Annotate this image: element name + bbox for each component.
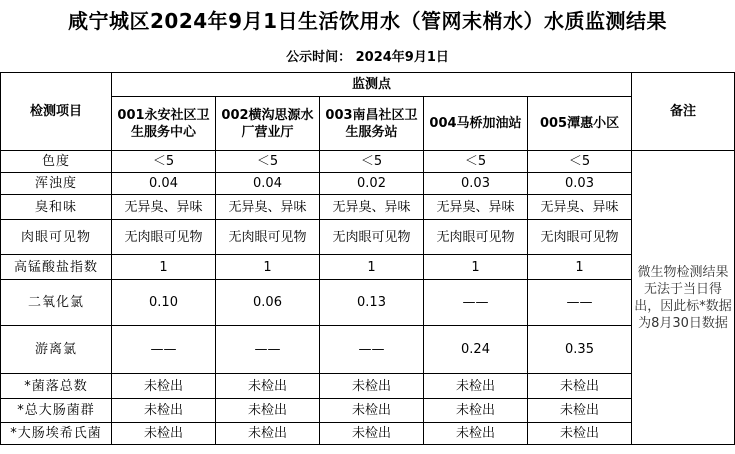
cell-value: 无异臭、异味 bbox=[216, 195, 320, 220]
table-row bbox=[1, 374, 735, 399]
cell-value: 未检出 bbox=[528, 423, 632, 445]
cell-value: 0.04 bbox=[112, 173, 216, 195]
cell-value: 1 bbox=[216, 255, 320, 280]
cell-value: 未检出 bbox=[320, 374, 424, 399]
cell-value: 无异臭、异味 bbox=[528, 195, 632, 220]
results-table bbox=[0, 72, 735, 445]
site-005: 005潭惠小区 bbox=[528, 97, 632, 151]
cell-value: 0.35 bbox=[528, 326, 632, 374]
row-label: 色度 bbox=[1, 151, 112, 173]
cell-value: 0.04 bbox=[216, 173, 320, 195]
cell-value: ＜5 bbox=[112, 151, 216, 173]
cell-value: ＜5 bbox=[528, 151, 632, 173]
table-row bbox=[1, 280, 735, 326]
cell-value: 0.24 bbox=[424, 326, 528, 374]
cell-value: 0.02 bbox=[320, 173, 424, 195]
cell-value: 0.03 bbox=[424, 173, 528, 195]
cell-value: 1 bbox=[320, 255, 424, 280]
cell-value: 0.10 bbox=[112, 280, 216, 326]
cell-value: 未检出 bbox=[112, 399, 216, 423]
cell-value: —— bbox=[424, 280, 528, 326]
cell-value: 未检出 bbox=[320, 399, 424, 423]
table-row bbox=[1, 195, 735, 220]
cell-value: ＜5 bbox=[216, 151, 320, 173]
report-title: 咸宁城区2024年9月1日生活饮用水（管网末梢水）水质监测结果 bbox=[68, 9, 667, 33]
cell-value: 1 bbox=[528, 255, 632, 280]
table-row bbox=[1, 399, 735, 423]
row-label: 肉眼可见物 bbox=[1, 220, 112, 255]
table-row bbox=[1, 423, 735, 445]
row-label: *总大肠菌群 bbox=[1, 399, 112, 423]
cell-value: —— bbox=[528, 280, 632, 326]
row-label: 游离氯 bbox=[1, 326, 112, 374]
row-label: *菌落总数 bbox=[1, 374, 112, 399]
remarks-note: 微生物检测结果无法于当日得出，因此标*数据为8月30日数据 bbox=[632, 151, 735, 445]
publish-time: 公示时间： 2024年9月1日 bbox=[286, 50, 449, 65]
row-label: 臭和味 bbox=[1, 195, 112, 220]
cell-value: 无肉眼可见物 bbox=[320, 220, 424, 255]
cell-value: 未检出 bbox=[424, 374, 528, 399]
header-remarks: 备注 bbox=[632, 73, 735, 151]
table-row bbox=[1, 326, 735, 374]
cell-value: —— bbox=[216, 326, 320, 374]
cell-value: 未检出 bbox=[112, 423, 216, 445]
header-item: 检测项目 bbox=[1, 73, 112, 151]
cell-value: 未检出 bbox=[216, 374, 320, 399]
cell-value: 未检出 bbox=[528, 374, 632, 399]
cell-value: ＜5 bbox=[424, 151, 528, 173]
row-label: 浑浊度 bbox=[1, 173, 112, 195]
cell-value: 未检出 bbox=[216, 423, 320, 445]
cell-value: 0.03 bbox=[528, 173, 632, 195]
row-label: 高锰酸盐指数 bbox=[1, 255, 112, 280]
cell-value: 1 bbox=[424, 255, 528, 280]
cell-value: 无肉眼可见物 bbox=[424, 220, 528, 255]
cell-value: 未检出 bbox=[320, 423, 424, 445]
row-label: *大肠埃希氏菌 bbox=[1, 423, 112, 445]
table-row bbox=[1, 173, 735, 195]
cell-value: 未检出 bbox=[216, 399, 320, 423]
table-row bbox=[1, 151, 735, 173]
cell-value: 1 bbox=[112, 255, 216, 280]
cell-value: 无异臭、异味 bbox=[112, 195, 216, 220]
cell-value: 无肉眼可见物 bbox=[112, 220, 216, 255]
cell-value: 无肉眼可见物 bbox=[528, 220, 632, 255]
site-004: 004马桥加油站 bbox=[424, 97, 528, 151]
cell-value: 未检出 bbox=[528, 399, 632, 423]
cell-value: ＜5 bbox=[320, 151, 424, 173]
site-003: 003南昌社区卫生服务站 bbox=[320, 97, 424, 151]
cell-value: 无异臭、异味 bbox=[320, 195, 424, 220]
row-label: 二氧化氯 bbox=[1, 280, 112, 326]
cell-value: 无肉眼可见物 bbox=[216, 220, 320, 255]
cell-value: 未检出 bbox=[424, 399, 528, 423]
cell-value: 0.13 bbox=[320, 280, 424, 326]
cell-value: —— bbox=[112, 326, 216, 374]
header-sites-group: 监测点 bbox=[112, 73, 632, 97]
cell-value: 未检出 bbox=[424, 423, 528, 445]
cell-value: 未检出 bbox=[112, 374, 216, 399]
site-001: 001永安社区卫生服务中心 bbox=[112, 97, 216, 151]
header-row-1 bbox=[1, 73, 735, 97]
cell-value: —— bbox=[320, 326, 424, 374]
header-row-2 bbox=[1, 97, 735, 151]
cell-value: 0.06 bbox=[216, 280, 320, 326]
table-row bbox=[1, 220, 735, 255]
cell-value: 无异臭、异味 bbox=[424, 195, 528, 220]
site-002: 002横沟思源水厂营业厅 bbox=[216, 97, 320, 151]
table-row bbox=[1, 255, 735, 280]
